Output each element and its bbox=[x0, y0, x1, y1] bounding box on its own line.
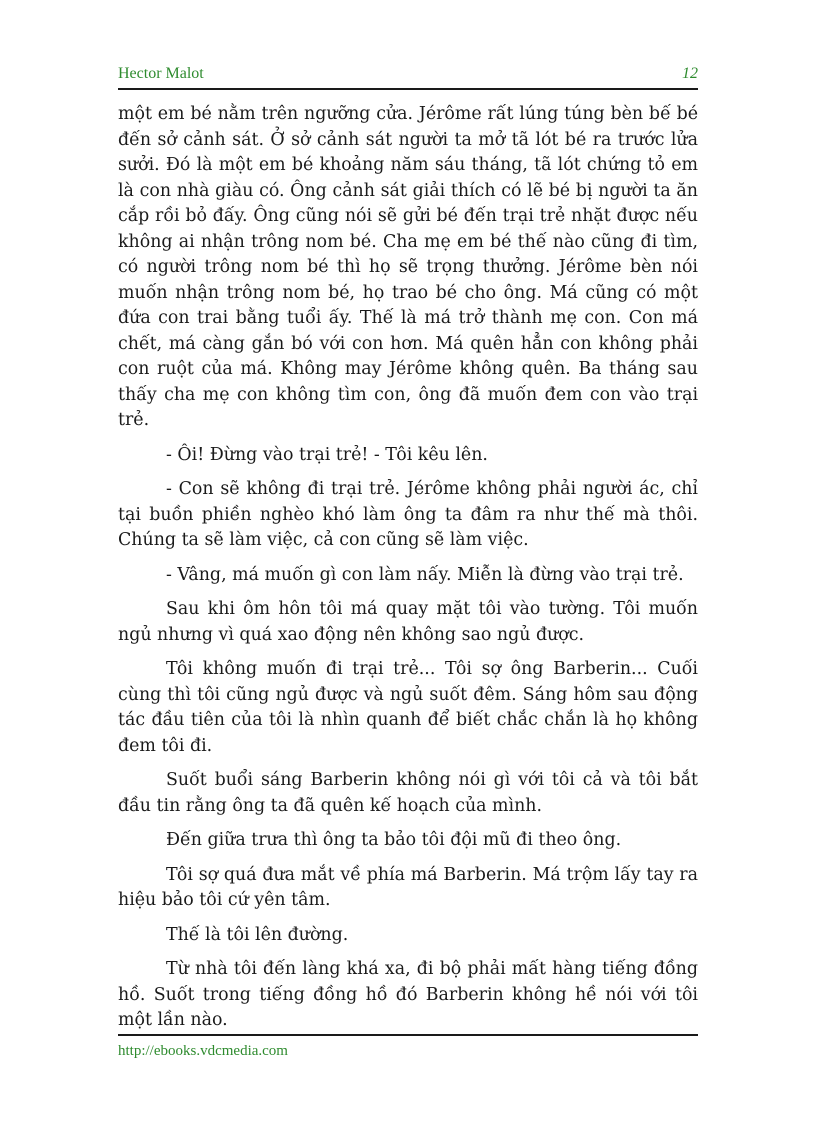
paragraph-10: Thế là tôi lên đường. bbox=[166, 924, 349, 945]
paragraph-9: Tôi sợ quá đưa mắt về phía má Barberin. Má trộm lấy tay ra hiệu bảo tôi cứ yên tâm. bbox=[118, 864, 698, 910]
paragraph-1: một em bé nằm trên ngưỡng cửa. Jérôme rất lúng túng bèn bế bé đến sở cảnh sát. Ở sở cảnh sát người ta mở tã lót bé ra trước lửa sưởi. Đó là một em bé khoảng năm sáu tháng, tã lót chứng tỏ em là con nhà giàu có. Ông cảnh sát giải thích có lẽ bé bị người ta ăn cắp rồi bỏ đấy. Ông cũng nói sẽ gửi bé đến trại trẻ nhặt được nếu không ai nhận trông nom bé. Cha mẹ em bé thế nào cũng đi tìm, có người trông nom bé thì họ sẽ trọng thưởng. Jérôme bèn nói muốn nhận trông nom bé, họ trao bé cho ông. Má cũng có một đứa con trai bằng tuổi ấy. Thế là má trở thành mẹ con. Con má chết, má càng gắn bó với con hơn. Má quên hẳn con không phải con ruột của má. Không may Jérôme không quên. Ba tháng sau thấy cha mẹ con không tìm con, ông đã muốn đem con vào trại trẻ. bbox=[118, 104, 698, 430]
paragraph-11: Từ nhà tôi đến làng khá xa, đi bộ phải mất hàng tiếng đồng hồ. Suốt trong tiếng đồng hồ đó Barberin không hề nói với tôi một lần nào. bbox=[118, 959, 698, 1030]
header-author: Hector Malot bbox=[118, 65, 204, 82]
paragraph-7: Suốt buổi sáng Barberin không nói gì với tôi cả và tôi bắt đầu tin rằng ông ta đã quên kế hoạch của mình. bbox=[118, 770, 698, 816]
paragraph-5: Sau khi ôm hôn tôi má quay mặt tôi vào tường. Tôi muốn ngủ nhưng vì quá xao động nên không sao ngủ được. bbox=[118, 599, 698, 645]
page-header bbox=[118, 62, 698, 90]
paragraph-6: Tôi không muốn đi trại trẻ... Tôi sợ ông Barberin... Cuối cùng thì tôi cũng ngủ được và ngủ suốt đêm. Sáng hôm sau động tác đầu tiên của tôi là nhìn quanh để biết chắc chắn là họ không đem tôi đi. bbox=[118, 659, 698, 756]
footer-url-link[interactable]: http://ebooks.vdcmedia.com bbox=[118, 1043, 288, 1059]
paragraph-4: - Vâng, má muốn gì con làm nấy. Miễn là đừng vào trại trẻ. bbox=[166, 564, 684, 585]
paragraph-8: Đến giữa trưa thì ông ta bảo tôi đội mũ đi theo ông. bbox=[166, 830, 622, 850]
paragraph-3: - Con sẽ không đi trại trẻ. Jérôme không phải người ác, chỉ tại buồn phiền nghèo khó làm ông ta đâm ra như thế mà thôi. Chúng ta sẽ làm việc, cả con cũng sẽ làm việc. bbox=[118, 479, 698, 550]
page-number: 12 bbox=[682, 65, 698, 82]
footer-divider bbox=[118, 1034, 698, 1036]
page-body bbox=[118, 102, 698, 1043]
paragraph-2: - Ôi! Đừng vào trại trẻ! - Tôi kêu lên. bbox=[166, 444, 488, 465]
